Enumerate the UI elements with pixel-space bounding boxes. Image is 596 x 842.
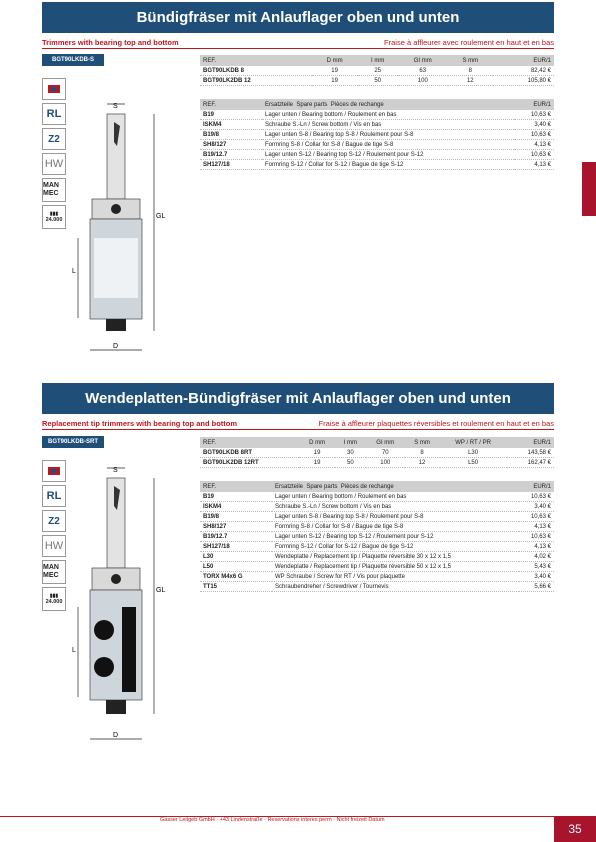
- cell-d: 19: [312, 76, 358, 86]
- cell-desc: Lager unten S-12 / Bearing top S-12 / Roulement pour S-12: [272, 532, 519, 542]
- table-row: [200, 562, 554, 572]
- cell-desc: Formring S-12 / Collar for S-12 / Bague de tige S-12: [272, 542, 519, 552]
- table-row: [200, 130, 554, 140]
- header-spare-parts: Spare parts: [296, 101, 328, 108]
- col-ref: REF.: [200, 99, 262, 110]
- col-ref: REF.: [200, 481, 272, 492]
- cell-i: 25: [358, 66, 398, 76]
- col-i: I mm: [335, 437, 366, 448]
- table-row: [200, 160, 554, 170]
- speed-icon: ▮▮▮ 24.000: [42, 587, 66, 611]
- col-price: EUR/1: [519, 481, 554, 492]
- router-icon: [42, 78, 66, 100]
- header-ersatzteile: Ersatzteile: [265, 101, 294, 108]
- cell-price: 10,63 €: [514, 150, 554, 160]
- cell-s: 8: [405, 448, 440, 458]
- cell-desc: Schraubendreher / Screwdriver / Tournevis: [272, 582, 519, 592]
- hw-icon: HW: [42, 153, 66, 175]
- cell-desc: Formring S-12 / Collar for S-12 / Bague de tige S-12: [262, 160, 514, 170]
- table-row: [200, 552, 554, 562]
- cell-price: 105,80 €: [493, 76, 554, 86]
- speed-value: 24.000: [45, 599, 63, 605]
- cell-price: 82,42 €: [493, 66, 554, 76]
- section2-title: Wendeplatten-Bündigfräser mit Anlauflager oben und unten: [42, 383, 554, 414]
- cell-ref: BGT90LK2DB 12: [200, 76, 312, 86]
- cell-desc: Formring S-8 / Collar for S-8 / Bague de tige S-8: [272, 522, 519, 532]
- cell-gi: 100: [398, 76, 448, 86]
- section2-feature-icons: [42, 460, 66, 614]
- cell-desc: Lager unten / Bearing bottom / Roulement en bas: [272, 492, 519, 502]
- man-mec-icon: MAN MEC: [42, 560, 66, 584]
- col-price: EUR/1: [514, 99, 554, 110]
- table-row: [200, 66, 554, 76]
- cell-ref: SH127/18: [200, 542, 272, 552]
- cell-ref: B19/8: [200, 512, 272, 522]
- cell-price: 4,13 €: [519, 522, 554, 532]
- cell-ref: ISKM4: [200, 502, 272, 512]
- cell-s: 8: [448, 66, 493, 76]
- col-gi: GI mm: [366, 437, 405, 448]
- cell-desc: Schraube S.-Ln / Screw bottom / Vis en bas: [272, 502, 519, 512]
- col-wp: WP / RT / PR: [440, 437, 507, 448]
- dim-l-label: L: [72, 647, 76, 654]
- dim-d-label: D: [113, 732, 119, 739]
- cell-ref: SH8/127: [200, 140, 262, 150]
- table-row: [200, 512, 554, 522]
- table-row: [200, 582, 554, 592]
- dim-gl-label: GL: [156, 213, 166, 220]
- cell-price: 5,66 €: [519, 582, 554, 592]
- col-s: S mm: [405, 437, 440, 448]
- section1-subtitle-en: Trimmers with bearing top and bottom: [42, 38, 179, 47]
- cell-ref: TT15: [200, 582, 272, 592]
- table-row: [200, 448, 554, 458]
- table-row: [200, 502, 554, 512]
- cell-wp: L50: [440, 458, 507, 468]
- cell-i: 50: [358, 76, 398, 86]
- cell-price: 4,13 €: [514, 140, 554, 150]
- dim-gl-label: GL: [156, 587, 166, 594]
- cell-price: 3,40 €: [519, 502, 554, 512]
- cell-desc: WP Schraube / Screw for RT / Vis pour plaquette: [272, 572, 519, 582]
- section1-feature-icons: [42, 78, 66, 232]
- cell-price: 10,63 €: [514, 110, 554, 120]
- cell-price: 3,40 €: [519, 572, 554, 582]
- table-row: [200, 542, 554, 552]
- divider: [42, 429, 554, 430]
- table-row: [200, 150, 554, 160]
- col-ref: REF.: [200, 55, 312, 66]
- cell-desc: Lager unten S-8 / Bearing top S-8 / Roulement pour S-8: [272, 512, 519, 522]
- section2-tool-drawing: [70, 462, 180, 752]
- rl-icon: RL: [42, 103, 66, 125]
- section1-product-table: [200, 55, 554, 86]
- cell-ref: BGT90LK2DB 12RT: [200, 458, 299, 468]
- cell-d: 19: [299, 458, 334, 468]
- cell-desc: Lager unten / Bearing bottom / Roulement en bas: [262, 110, 514, 120]
- rl-icon: RL: [42, 485, 66, 507]
- cell-ref: SH127/18: [200, 160, 262, 170]
- cell-price: 4,13 €: [514, 160, 554, 170]
- cell-ref: B19/8: [200, 130, 262, 140]
- cell-gi: 100: [366, 458, 405, 468]
- header-spare-parts: Spare parts: [306, 483, 338, 490]
- col-parts: [272, 481, 519, 492]
- table-row: [200, 110, 554, 120]
- cell-ref: L30: [200, 552, 272, 562]
- table-row: [200, 492, 554, 502]
- cell-price: 3,40 €: [514, 120, 554, 130]
- col-i: I mm: [358, 55, 398, 66]
- cell-desc: Lager unten S-8 / Bearing top S-8 / Roulement pour S-8: [262, 130, 514, 140]
- page-number: 35: [554, 816, 596, 842]
- cell-price: 143,58 €: [507, 448, 554, 458]
- speed-value: 24.000: [45, 217, 63, 223]
- cell-i: 30: [335, 448, 366, 458]
- cell-ref: B19: [200, 492, 272, 502]
- section1-parts-table: [200, 99, 554, 170]
- cell-ref: BGT90LKDB 8RT: [200, 448, 299, 458]
- cell-price: 162,47 €: [507, 458, 554, 468]
- table-row: [200, 572, 554, 582]
- footer-text: Gasser Leitgeb GmbH · +43 Lindenstraße · Reservations interes perm · Nicht freizeit Datum: [160, 817, 385, 823]
- cell-price: 4,13 €: [519, 542, 554, 552]
- section1-tool-drawing: [70, 98, 180, 358]
- cell-desc: Wendeplatte / Replacement tip / Plaquette réversible 50 x 12 x 1,5: [272, 562, 519, 572]
- cell-desc: Formring S-8 / Collar for S-8 / Bague de tige S-8: [262, 140, 514, 150]
- cell-price: 10,63 €: [519, 532, 554, 542]
- cell-desc: Wendeplatte / Replacement tip / Plaquette réversible 30 x 12 x 1,5: [272, 552, 519, 562]
- z2-icon: Z2: [42, 510, 66, 532]
- dim-l-label: L: [72, 268, 76, 275]
- col-price: EUR/1: [507, 437, 554, 448]
- man-mec-icon: MAN MEC: [42, 178, 66, 202]
- col-d: D mm: [299, 437, 334, 448]
- section1-product-code: BGT90LKDB-S: [42, 54, 104, 66]
- cell-ref: B19/12.7: [200, 532, 272, 542]
- section1-title: Bündigfräser mit Anlauflager oben und unten: [42, 2, 554, 33]
- section1-subtitle-fr: Fraise à affleurer avec roulement en haut et en bas: [384, 38, 554, 47]
- table-row: [200, 120, 554, 130]
- col-price: EUR/1: [493, 55, 554, 66]
- chapter-tab: [582, 162, 596, 216]
- cell-price: 4,02 €: [519, 552, 554, 562]
- cell-price: 10,63 €: [514, 130, 554, 140]
- col-gi: GI mm: [398, 55, 448, 66]
- cell-s: 12: [448, 76, 493, 86]
- cell-ref: SH8/127: [200, 522, 272, 532]
- cell-gi: 70: [366, 448, 405, 458]
- router-icon: [42, 460, 66, 482]
- speed-icon: ▮▮▮ 24.000: [42, 205, 66, 229]
- cell-ref: ISKM4: [200, 120, 262, 130]
- section2-parts-table: [200, 481, 554, 592]
- hw-icon: HW: [42, 535, 66, 557]
- cell-ref: B19/12.7: [200, 150, 262, 160]
- cell-ref: L50: [200, 562, 272, 572]
- section2-product-table: [200, 437, 554, 468]
- section2-subtitle-fr: Fraise à affleurer plaquettes réversibles et roulement en haut et en bas: [318, 419, 554, 428]
- cell-price: 10,63 €: [519, 492, 554, 502]
- cell-desc: Lager unten S-12 / Bearing top S-12 / Roulement pour S-12: [262, 150, 514, 160]
- header-ersatzteile: Ersatzteile: [275, 483, 304, 490]
- cell-desc: Schraube S.-Ln / Screw bottom / Vis en bas: [262, 120, 514, 130]
- cell-price: 5,43 €: [519, 562, 554, 572]
- section2-product-code: BGT90LKDB-SRT: [42, 436, 104, 448]
- table-row: [200, 458, 554, 468]
- col-parts: [262, 99, 514, 110]
- col-s: S mm: [448, 55, 493, 66]
- cell-d: 19: [299, 448, 334, 458]
- cell-wp: L30: [440, 448, 507, 458]
- dim-d-label: D: [113, 343, 119, 350]
- col-d: D mm: [312, 55, 358, 66]
- dim-s-label: S: [113, 467, 118, 474]
- cell-ref: B19: [200, 110, 262, 120]
- section2-subtitle-en: Replacement tip trimmers with bearing top and bottom: [42, 419, 238, 428]
- table-row: [200, 140, 554, 150]
- divider: [42, 48, 554, 49]
- cell-ref: TORX M4x6 G: [200, 572, 272, 582]
- cell-s: 12: [405, 458, 440, 468]
- cell-d: 19: [312, 66, 358, 76]
- cell-i: 50: [335, 458, 366, 468]
- cell-price: 10,63 €: [519, 512, 554, 522]
- table-row: [200, 522, 554, 532]
- z2-icon: Z2: [42, 128, 66, 150]
- cell-gi: 63: [398, 66, 448, 76]
- dim-s-label: S: [113, 103, 118, 110]
- table-row: [200, 76, 554, 86]
- cell-ref: BGT90LKDB 8: [200, 66, 312, 76]
- col-ref: REF.: [200, 437, 299, 448]
- header-pieces: Pièces de rechange: [330, 101, 384, 108]
- table-row: [200, 532, 554, 542]
- header-pieces: Pièces de rechange: [340, 483, 394, 490]
